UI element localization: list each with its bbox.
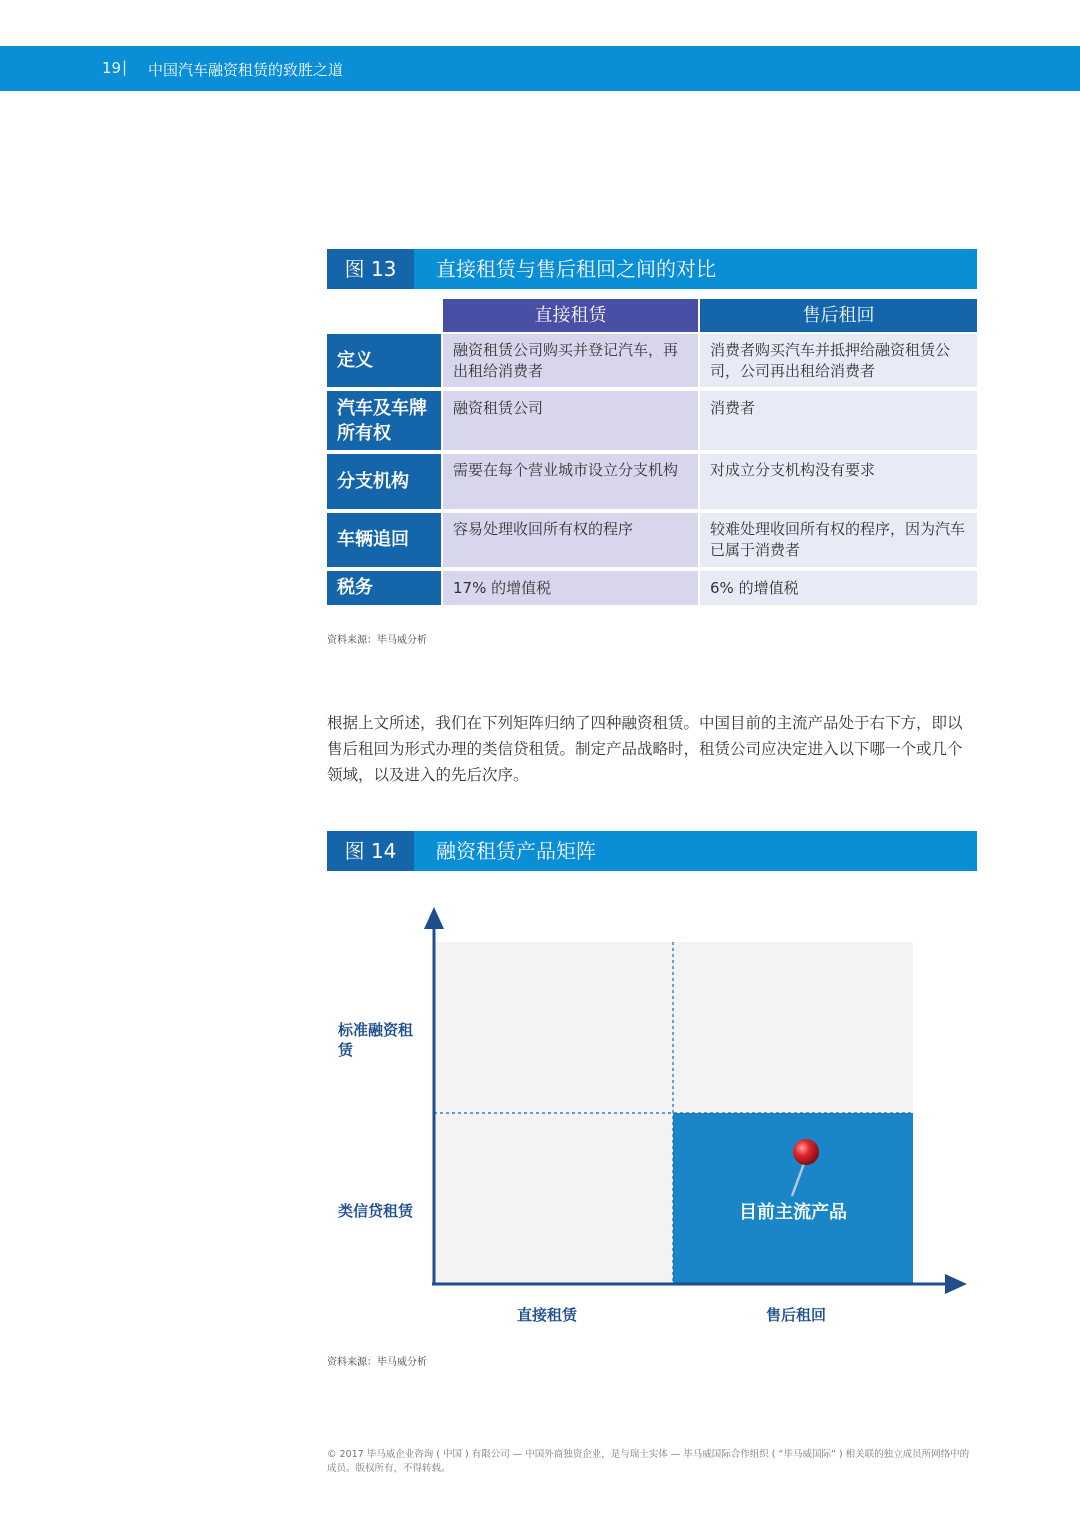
x-label-direct-lease: 直接租赁 [517, 1306, 578, 1324]
row-label-branches: 分支机构 [327, 454, 441, 509]
page-number-separator: | [122, 58, 128, 76]
x-label-sale-leaseback: 售后租回 [766, 1306, 827, 1324]
quadrant-top-right [673, 942, 913, 1113]
page-number: 19 [102, 59, 122, 77]
y-label-credit-like-lease: 类信贷租赁 [338, 1202, 414, 1220]
figure14-title: 融资租赁产品矩阵 [436, 839, 596, 863]
figure13-title: 直接租赁与售后租回之间的对比 [436, 257, 716, 281]
row-label-definition: 定义 [327, 334, 441, 387]
cell-branches-direct: 需要在每个营业城市设立分支机构 [443, 454, 698, 509]
row-label-tax: 税务 [327, 571, 441, 605]
figure13-source: 资料来源：毕马威分析 [327, 635, 427, 646]
cell-tax-sale: 6% 的增值税 [700, 571, 977, 605]
figure14-source: 资料来源：毕马威分析 [327, 1357, 427, 1368]
quadrant-bottom-right-highlight [673, 1113, 913, 1283]
cell-ownership-sale: 消费者 [700, 391, 977, 450]
cell-branches-sale: 对成立分支机构没有要求 [700, 454, 977, 509]
figure14-number: 图 14 [327, 831, 414, 871]
document-title: 中国汽车融资租赁的致胜之道 [148, 61, 344, 79]
row-label-recovery: 车辆追回 [327, 513, 441, 567]
cell-definition-sale: 消费者购买汽车并抵押给融资租赁公司，公司再出租给消费者 [700, 334, 977, 387]
cell-recovery-direct: 容易处理收回所有权的程序 [443, 513, 698, 567]
y-label-standard-lease: 标准融资租赁 [338, 1021, 414, 1059]
column-header-sale-leaseback: 售后租回 [700, 299, 977, 332]
row-label-ownership: 汽车及车牌所有权 [327, 391, 441, 450]
quadrant-top-left [434, 942, 673, 1113]
figure13-number: 图 13 [327, 249, 414, 289]
x-axis-arrow-icon [945, 1274, 967, 1294]
cell-tax-direct: 17% 的增值税 [443, 571, 698, 605]
y-axis-arrow-icon [424, 907, 444, 929]
cell-definition-direct: 融资租赁公司购买并登记汽车，再出租给消费者 [443, 334, 698, 387]
copyright-footer: © 2017 毕马威企业咨询 ( 中国 ) 有限公司 — 中国外商独资企业，是与瑞士实体 — 毕马威国际合作组织 ( “毕马威国际” ) 相关联的独立成员所网络中的成员。版权所有，不得转载。 [327, 1449, 970, 1474]
cell-ownership-direct: 融资租赁公司 [443, 391, 698, 450]
body-paragraph: 根据上文所述，我们在下列矩阵归纳了四种融资租赁。中国目前的主流产品处于右下方，即以售后租回为形式办理的类信贷租赁。制定产品战略时，租赁公司应决定进入以下哪一个或几个领域，以及进入的先后次序。 [327, 714, 963, 784]
cell-recovery-sale: 较难处理收回所有权的程序，因为汽车已属于消费者 [700, 513, 977, 567]
column-header-direct-lease: 直接租赁 [443, 299, 698, 332]
quadrant-bottom-left [434, 1113, 673, 1283]
highlight-mainstream-label: 目前主流产品 [739, 1202, 847, 1223]
